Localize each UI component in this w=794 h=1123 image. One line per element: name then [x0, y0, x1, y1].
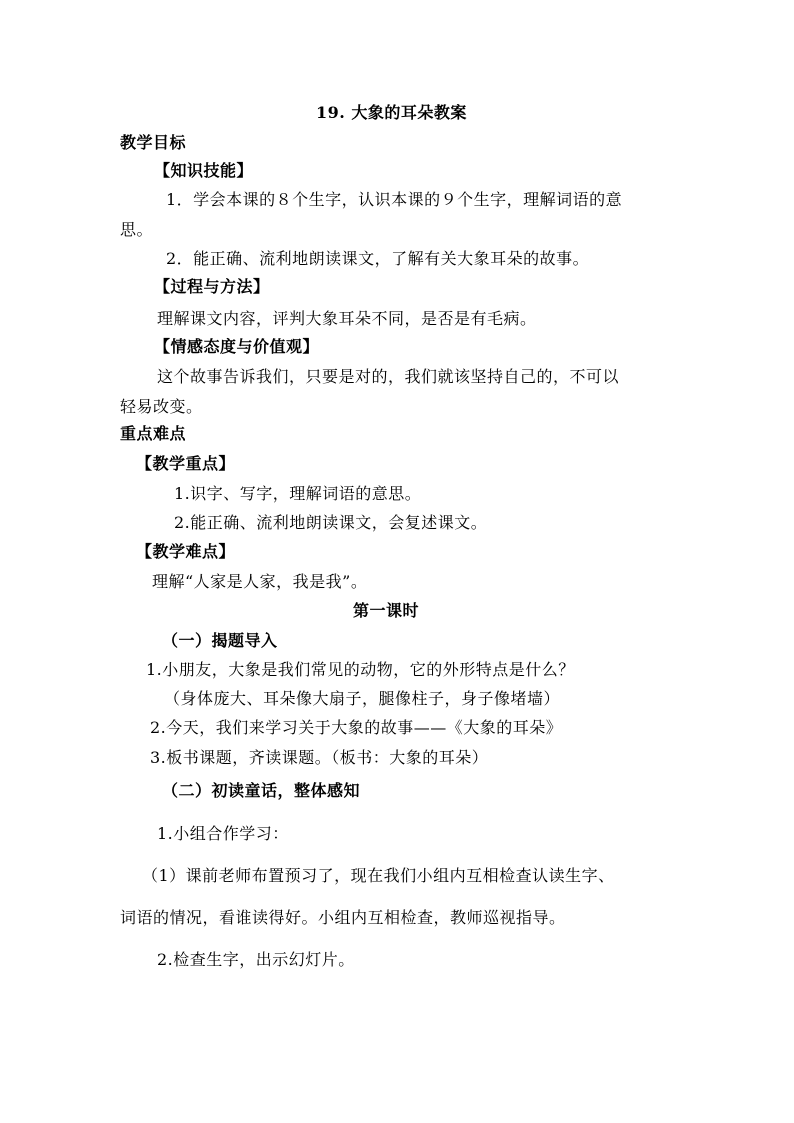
part-1-heading: （一）揭题导入 — [162, 631, 278, 650]
part-2-item-1: 1.小组合作学习： — [157, 824, 289, 843]
document-title: 19. 大象的耳朵教案 — [316, 103, 467, 122]
part-2-subitem-1-line-1: （1）课前老师布置预习了，现在我们小组内互相检查认读生字、 — [142, 866, 615, 885]
key-item-2: 2.能正确、流利地朗读课文，会复述课文。 — [174, 513, 488, 532]
part-1-item-3: 3.板书课题，齐读课题。（板书：大象的耳朵） — [150, 748, 489, 767]
knowledge-item-1-line-2: 思。 — [120, 220, 154, 239]
subheading-knowledge: 【知识技能】 — [154, 161, 254, 180]
section-heading-key-points: 重点难点 — [120, 424, 187, 443]
part-1-item-1: 1.小朋友，大象是我们常见的动物，它的外形特点是什么？ — [146, 660, 575, 679]
subheading-difficulty: 【教学难点】 — [136, 542, 236, 561]
knowledge-item-1-line-1: 1．学会本课的８个生字，认识本课的９个生字，理解词语的意 — [166, 190, 623, 209]
subheading-process: 【过程与方法】 — [154, 277, 270, 296]
difficulty-text: 理解“人家是人家，我是我”。 — [152, 572, 368, 591]
knowledge-item-2: 2．能正确、流利地朗读课文，了解有关大象耳朵的故事。 — [166, 249, 590, 268]
subheading-emotion: 【情感态度与价值观】 — [154, 337, 320, 356]
part-2-item-2: 2.检查生字，出示幻灯片。 — [157, 950, 355, 969]
part-2-subitem-1-line-2: 词语的情况，看谁读得好。小组内互相检查，教师巡视指导。 — [120, 908, 566, 927]
part-1-item-1-answer: （身体庞大、耳朵像大扇子，腿像柱子，身子像堵墙） — [164, 689, 561, 708]
process-text: 理解课文内容，评判大象耳朵不同，是否是有毛病。 — [157, 309, 537, 328]
lesson-heading: 第一课时 — [353, 601, 420, 620]
part-1-item-2: 2.今天，我们来学习关于大象的故事——《大象的耳朵》 — [150, 718, 563, 737]
section-heading-goals: 教学目标 — [120, 133, 187, 152]
subheading-key: 【教学重点】 — [136, 454, 236, 473]
key-item-1: 1.识字、写字，理解词语的意思。 — [174, 484, 422, 503]
emotion-text-line-1: 这个故事告诉我们，只要是对的，我们就该坚持自己的，不可以 — [157, 367, 620, 386]
part-2-heading: （二）初读童话，整体感知 — [162, 781, 361, 800]
emotion-text-line-2: 轻易改变。 — [120, 397, 203, 416]
